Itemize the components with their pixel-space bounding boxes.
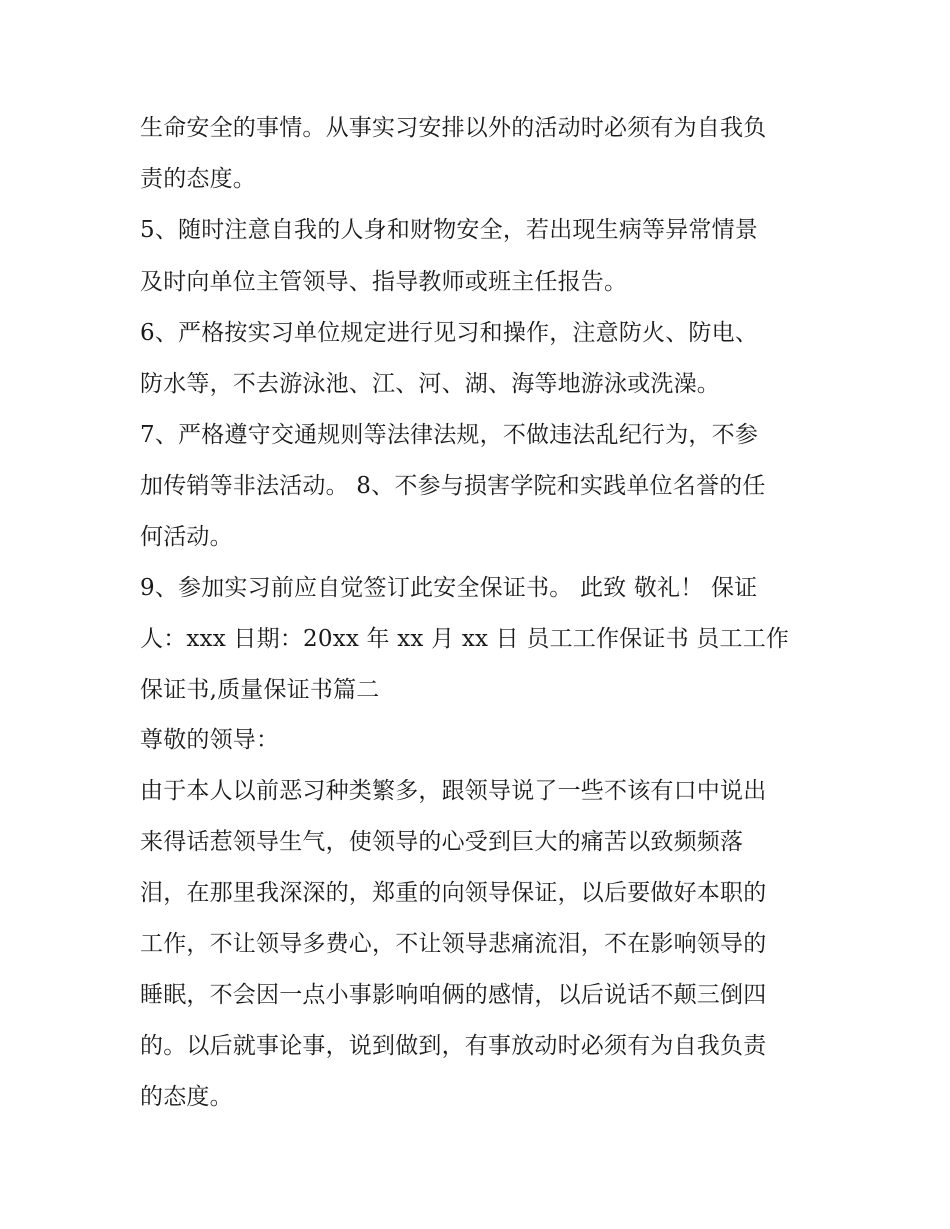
text-line: 及时向单位主管领导、指导教师或班主任报告。 bbox=[140, 269, 628, 295]
text-line: 5、随时注意自我的人身和财物安全，若出现生病等异常情景 bbox=[140, 217, 759, 243]
salutation: 尊敬的领导： bbox=[140, 727, 280, 753]
text-line: 泪，在那里我深深的，郑重的向领导保证，以后要做好本职的 bbox=[140, 880, 767, 906]
text-line: 的。以后就事论事，说到做到，有事放动时必须有为自我负责 bbox=[140, 1033, 767, 1059]
text-line: 9、参加实习前应自觉签订此安全保证书。 此致 敬礼！ 保证 bbox=[140, 575, 758, 601]
text-line: 的态度。 bbox=[140, 1084, 233, 1110]
text-line: 工作，不让领导多费心，不让领导悲痛流泪，不在影响领导的 bbox=[140, 931, 767, 957]
text-line: 加传销等非法活动。 8、不参与损害学院和实践单位名誉的任 bbox=[140, 473, 766, 499]
text-line: 保证书,质量保证书篇二 bbox=[140, 677, 380, 703]
text-line: 生命安全的事情。从事实习安排以外的活动时必须有为自我负 bbox=[140, 115, 767, 141]
text-line: 来得话惹领导生气，使领导的心受到巨大的痛苦以致频频落 bbox=[140, 829, 744, 855]
text-line: 6、严格按实习单位规定进行见习和操作，注意防火、防电、 bbox=[140, 320, 759, 346]
text-line: 由于本人以前恶习种类繁多，跟领导说了一些不该有口中说出 bbox=[140, 778, 767, 804]
text-line: 何活动。 bbox=[140, 524, 233, 550]
text-line: 7、严格遵守交通规则等法律法规，不做违法乱纪行为，不参 bbox=[140, 422, 759, 448]
text-line: 睡眠，不会因一点小事影响咱俩的感情，以后说话不颠三倒四 bbox=[140, 982, 767, 1008]
text-line: 人：xxx 日期：20xx 年 xx 月 xx 日 员工工作保证书 员工工作 bbox=[140, 626, 790, 652]
text-line: 防水等，不去游泳池、江、河、湖、海等地游泳或洗澡。 bbox=[140, 371, 720, 397]
text-line: 责的态度。 bbox=[140, 166, 256, 192]
